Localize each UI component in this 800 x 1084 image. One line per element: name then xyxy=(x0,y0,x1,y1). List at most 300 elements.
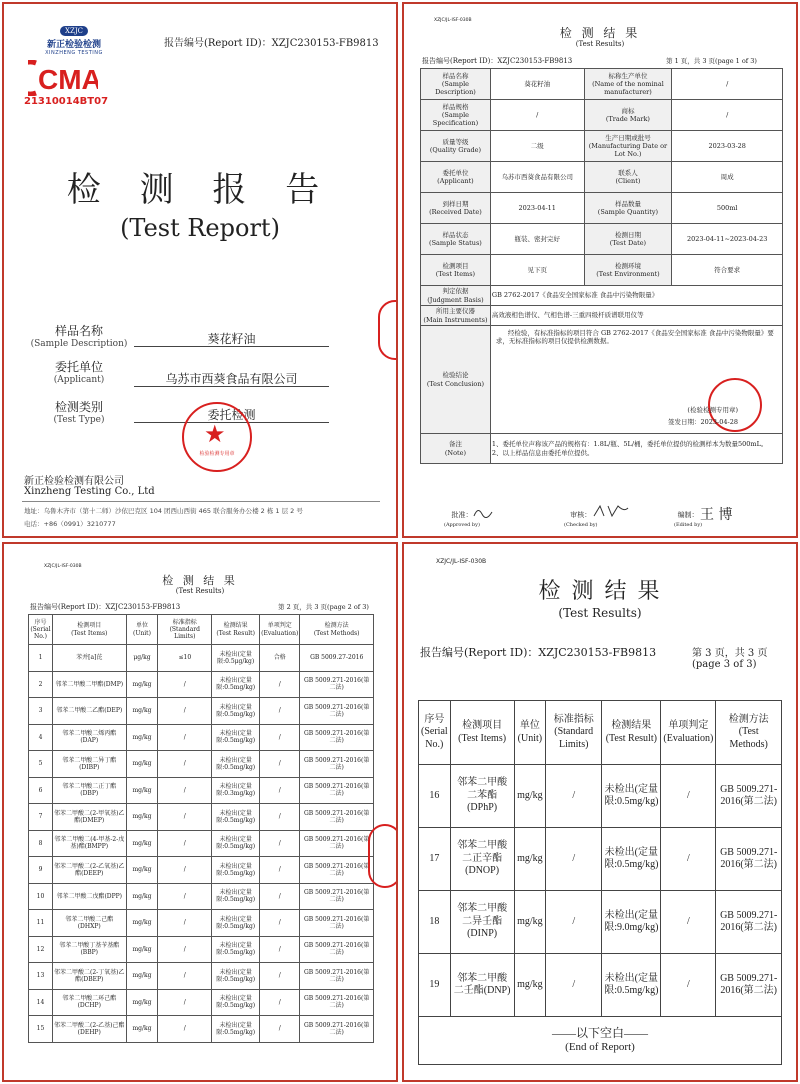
cell-item: 苯并[a]芘 xyxy=(52,645,126,672)
cell-result: 未检出(定量限:0.5mg/kg) xyxy=(602,765,661,828)
cell-item: 邻苯二甲酸丁基苄基酯(BBP) xyxy=(52,936,126,963)
sign-date: 签发日期：2023-04-28 xyxy=(668,418,738,426)
cell-unit: mg/kg xyxy=(126,804,158,831)
info-label-en: (Received Date) xyxy=(429,208,482,216)
cell-method: GB 5009.271-2016(第二法) xyxy=(300,910,374,937)
table-row xyxy=(29,698,374,725)
cell-unit: mg/kg xyxy=(514,765,546,828)
table-row xyxy=(29,857,374,884)
cell-eval: / xyxy=(260,777,300,804)
table-row xyxy=(29,777,374,804)
cover-org-en: Xinzheng Testing Co., Ltd xyxy=(24,486,155,497)
table-row xyxy=(29,910,374,937)
field-label-testtype-en: (Test Type) xyxy=(53,415,105,425)
cell-limit: / xyxy=(158,698,212,725)
table-row xyxy=(29,963,374,990)
cell-item: 邻苯二甲酸二乙酯(DEP) xyxy=(52,698,126,725)
approver-signature xyxy=(472,504,496,520)
table-row xyxy=(419,765,782,828)
cell-eval: / xyxy=(260,698,300,725)
cell-item: 邻苯二甲酸二(2-丁氧基)乙酯(DBEP) xyxy=(52,963,126,990)
cell-no: 17 xyxy=(419,828,451,891)
info-label-en: (Manufacturing Date or Lot No.) xyxy=(588,141,668,159)
cell-result: 未检出(定量限:0.5μg/kg) xyxy=(212,645,260,672)
info-label-en: (Trade Mark) xyxy=(605,115,650,123)
cell-result: 未检出(定量限:0.5mg/kg) xyxy=(212,698,260,725)
cell-eval: / xyxy=(260,804,300,831)
cell-item: 邻苯二甲酸二(2-甲氧基)乙酯(DMEP) xyxy=(52,804,126,831)
cell-result: 未检出(定量限:0.5mg/kg) xyxy=(602,828,661,891)
note-label-en: (Note) xyxy=(444,448,467,457)
field-value-applicant: 乌苏市西葵食品有限公司 xyxy=(134,370,329,387)
cell-limit: ≤10 xyxy=(158,645,212,672)
note-label xyxy=(421,434,491,464)
page3-report-id: 报告编号(Report ID)：XZJC230153-FB9813 xyxy=(420,646,657,659)
field-value-testtype: 委托检测 xyxy=(134,406,329,423)
info-label-en: (Sample Status) xyxy=(429,239,482,247)
column-header-en: (Test Result) xyxy=(216,629,255,637)
column-header xyxy=(29,615,53,645)
instr-value: 高效液相色谱仪、气相色谱-三重四级杆质谱联用仪等 xyxy=(490,306,782,326)
page-title-cn: 检 测 结 果 xyxy=(559,26,641,40)
cell-method: GB 5009.271-2016(第二法) xyxy=(300,963,374,990)
info-label xyxy=(584,131,672,162)
header-row xyxy=(29,615,374,645)
cell-limit: / xyxy=(158,883,212,910)
field-label-testtype xyxy=(24,398,134,425)
field-label-sample-en: (Sample Description) xyxy=(30,339,128,349)
cell-result: 未检出(定量限:0.5mg/kg) xyxy=(212,830,260,857)
cell-limit: / xyxy=(158,804,212,831)
table-row xyxy=(29,1016,374,1043)
cell-unit: mg/kg xyxy=(126,936,158,963)
cell-unit: mg/kg xyxy=(126,1016,158,1043)
doc-code: XZJC/JL-ISF-030B xyxy=(434,18,472,23)
cell-limit: / xyxy=(158,963,212,990)
basis-label xyxy=(421,286,491,306)
info-value: 2023-04-11 xyxy=(490,193,584,224)
cell-method: GB 5009.271-2016(第二法) xyxy=(716,765,782,828)
column-header-cn: 检测结果 xyxy=(223,622,248,630)
cell-eval: / xyxy=(260,830,300,857)
info-label-cn: 检测日期 xyxy=(614,230,641,239)
cell-method: GB 5009.271-2016(第二法) xyxy=(716,954,782,1017)
cell-limit: / xyxy=(546,765,602,828)
cell-eval: / xyxy=(661,954,716,1017)
field-label-applicant-cn: 委托单位 xyxy=(54,360,103,374)
column-header xyxy=(514,701,546,765)
column-header-en: (Test Methods) xyxy=(729,726,768,750)
cell-unit: mg/kg xyxy=(126,857,158,884)
cell-item: 邻苯二甲酸二(4-甲基-2-戊基)酯(BMPP) xyxy=(52,830,126,857)
table-row xyxy=(29,989,374,1016)
info-label-en: (Quality Grade) xyxy=(429,146,482,154)
info-label-en: (Name of the nominal manufacturer) xyxy=(592,79,664,97)
cell-result: 未检出(定量限:0.5mg/kg) xyxy=(212,963,260,990)
logo-company-cn: 新正检验检测 xyxy=(46,40,101,50)
cell-no: 6 xyxy=(29,777,53,804)
info-label-cn: 样品数量 xyxy=(614,199,641,208)
info-label-cn: 委托单位 xyxy=(442,168,469,177)
info-value: / xyxy=(490,100,584,131)
cell-eval: / xyxy=(260,857,300,884)
cell-no: 9 xyxy=(29,857,53,884)
cell-no: 19 xyxy=(419,954,451,1017)
page2-page-number: 第 2 页，共 3 页(page 2 of 3) xyxy=(278,603,369,611)
column-header-en: (Test Items) xyxy=(71,629,108,637)
cell-unit: mg/kg xyxy=(126,724,158,751)
info-label-cn: 检测环境 xyxy=(614,261,641,270)
column-header-en: (Serial No.) xyxy=(421,726,448,750)
table-row xyxy=(29,804,374,831)
column-header-cn: 检测结果 xyxy=(611,720,652,731)
info-label xyxy=(421,162,491,193)
cma-mark-icon xyxy=(28,60,98,96)
field-value-sample: 葵花籽油 xyxy=(134,330,329,347)
cell-result: 未检出(定量限:0.5mg/kg) xyxy=(212,1016,260,1043)
cell-item: 邻苯二甲酸二正辛酯(DNOP) xyxy=(450,828,514,891)
column-header-en: (Evaluation) xyxy=(663,732,714,744)
cell-eval: / xyxy=(260,724,300,751)
info-label-en: (Sample Description) xyxy=(435,79,476,97)
info-row xyxy=(421,131,783,162)
cell-eval: / xyxy=(260,989,300,1016)
info-value: / xyxy=(672,69,783,100)
seal-caption-2: (检验检测专用章) xyxy=(687,406,738,414)
page-number: 第 1 页，共 3 页(page 1 of 3) xyxy=(666,57,757,65)
logo-badge: XZJC xyxy=(60,26,88,36)
cell-result: 未检出(定量限:0.5mg/kg) xyxy=(212,989,260,1016)
page2-title-en: (Test Results) xyxy=(175,587,225,595)
cell-no: 2 xyxy=(29,671,53,698)
info-label xyxy=(584,193,672,224)
info-label-cn: 检测项目 xyxy=(442,261,469,270)
note-row xyxy=(421,434,783,464)
cell-item: 邻苯二甲酸二异壬酯(DINP) xyxy=(450,891,514,954)
cell-unit: mg/kg xyxy=(126,671,158,698)
edited-label: 编制： xyxy=(677,511,699,519)
info-value: 符合要求 xyxy=(672,255,783,286)
end-of-report xyxy=(419,1017,782,1065)
column-header-en: (Test Items) xyxy=(458,732,507,744)
results-page-3 xyxy=(402,542,798,1082)
cell-eval: 合格 xyxy=(260,645,300,672)
note-1: 1、委托单位声称该产品的规格有：1.8L/瓶、5L/桶，委托单位提供的检测样本为数量500mL。 xyxy=(491,440,768,449)
checked-label-en: (Checked by) xyxy=(564,522,598,528)
cell-no: 7 xyxy=(29,804,53,831)
info-row xyxy=(421,255,783,286)
cell-eval: / xyxy=(260,883,300,910)
column-header-cn: 单项判定 xyxy=(668,720,709,731)
info-value: 周成 xyxy=(672,162,783,193)
cell-result: 未检出(定量限:9.0mg/kg) xyxy=(602,891,661,954)
cell-eval: / xyxy=(661,828,716,891)
doc-code-2: XZJC/JL-ISF-030B xyxy=(44,564,82,569)
cell-limit: / xyxy=(158,910,212,937)
cell-limit: / xyxy=(158,989,212,1016)
page3-page-number: 第 3 页，共 3 页(page 3 of 3) xyxy=(692,648,768,670)
column-header-cn: 标准指标 xyxy=(553,713,594,725)
instr-label-cn: 所用主要仪器 xyxy=(435,307,475,316)
page3-title-en: (Test Results) xyxy=(558,606,642,620)
info-label-cn: 商标 xyxy=(621,106,635,115)
note-label-cn: 备注 xyxy=(448,440,462,449)
cover-address: 地址：乌鲁木齐市（第十二师）沙依巴克区 104 团西山西街 465 联合服务办公楼 2 栋 1 层 2 号 xyxy=(24,507,303,515)
page2-report-id: 报告编号(Report ID)：XZJC230153-FB9813 xyxy=(30,603,181,611)
cover-seal xyxy=(182,402,252,472)
info-label-cn: 质量等级 xyxy=(442,137,469,146)
cell-eval: / xyxy=(661,891,716,954)
cell-result: 未检出(定量限:0.5mg/kg) xyxy=(212,724,260,751)
cell-unit: mg/kg xyxy=(126,830,158,857)
column-header xyxy=(450,701,514,765)
table-row xyxy=(419,891,782,954)
cell-item: 邻苯二甲酸二烯丙酯(DAP) xyxy=(52,724,126,751)
table-row xyxy=(29,936,374,963)
cell-unit: mg/kg xyxy=(126,963,158,990)
editor-signature: 王 博 xyxy=(700,507,733,523)
column-header xyxy=(158,615,212,645)
cell-limit: / xyxy=(158,857,212,884)
cell-method: GB 5009.271-2016(第二法) xyxy=(300,804,374,831)
cell-method: GB 5009.271-2016(第二法) xyxy=(300,1016,374,1043)
cover-tel: 电话：+86（0991）3210777 xyxy=(24,520,116,528)
results-page-1 xyxy=(402,2,798,538)
column-header xyxy=(260,615,300,645)
info-value: / xyxy=(672,100,783,131)
cell-unit: mg/kg xyxy=(126,989,158,1016)
approved-label-en: (Approved by) xyxy=(444,522,480,528)
column-header-en: (Unit) xyxy=(517,732,543,744)
cell-result: 未检出(定量限:0.3mg/kg) xyxy=(212,777,260,804)
cell-result: 未检出(定量限:0.5mg/kg) xyxy=(212,857,260,884)
column-header xyxy=(546,701,602,765)
instr-label-en: (Main Instruments) xyxy=(423,315,488,324)
basis-label-en: (Judgment Basis) xyxy=(427,295,484,304)
column-header-en: (Standard Limits) xyxy=(554,726,594,750)
results-table-3 xyxy=(418,700,782,1065)
info-label xyxy=(584,255,672,286)
column-header xyxy=(602,701,661,765)
end-of-report-row xyxy=(419,1017,782,1065)
note-2: 2、以上样品信息由委托单位提供。 xyxy=(491,448,594,457)
info-label xyxy=(421,193,491,224)
cover-edge-seal xyxy=(378,300,398,360)
info-label-en: (Applicant) xyxy=(437,177,474,185)
cell-no: 16 xyxy=(419,765,451,828)
approved-label: 批准： xyxy=(451,511,473,519)
concl-label-cn: 检验结论 xyxy=(442,371,469,380)
column-header xyxy=(52,615,126,645)
column-header-cn: 检测项目 xyxy=(77,622,102,630)
column-header xyxy=(716,701,782,765)
cell-result: 未检出(定量限:0.5mg/kg) xyxy=(212,751,260,778)
info-label xyxy=(421,131,491,162)
cell-method: GB 5009.271-2016(第二法) xyxy=(300,698,374,725)
cell-item: 邻苯二甲酸二甲酯(DMP) xyxy=(52,671,126,698)
cell-method: GB 5009.271-2016(第二法) xyxy=(300,671,374,698)
cell-method: GB 5009.271-2016(第二法) xyxy=(300,883,374,910)
cell-eval: / xyxy=(260,671,300,698)
cell-no: 14 xyxy=(29,989,53,1016)
cell-unit: mg/kg xyxy=(514,891,546,954)
info-value: 2023-03-28 xyxy=(672,131,783,162)
column-header-en: (Test Methods) xyxy=(313,629,360,637)
info-label xyxy=(421,255,491,286)
column-header xyxy=(212,615,260,645)
cell-eval: / xyxy=(260,910,300,937)
table-row xyxy=(419,828,782,891)
info-value: 葵花籽油 xyxy=(490,69,584,100)
column-header xyxy=(300,615,374,645)
cell-method: GB 5009.271-2016(第二法) xyxy=(300,777,374,804)
cell-no: 8 xyxy=(29,830,53,857)
field-label-testtype-cn: 检测类别 xyxy=(54,400,103,414)
column-header-cn: 序号 xyxy=(34,618,47,626)
column-header-en: (Unit) xyxy=(132,629,151,637)
info-label xyxy=(421,224,491,255)
concl-label-en: (Test Conclusion) xyxy=(426,379,485,388)
end-en: (End of Report) xyxy=(565,1041,635,1054)
cell-item: 邻苯二甲酸二苯酯(DPhP) xyxy=(450,765,514,828)
cell-result: 未检出(定量限:0.5mg/kg) xyxy=(212,883,260,910)
cell-item: 邻苯二甲酸二异丁酯(DIBP) xyxy=(52,751,126,778)
basis-label-cn: 判定依据 xyxy=(442,287,469,296)
info-label xyxy=(584,100,672,131)
cell-eval: / xyxy=(260,1016,300,1043)
note-cell xyxy=(490,434,782,464)
field-label-applicant xyxy=(24,358,134,385)
cell-item: 邻苯二甲酸二己酯(DHXP) xyxy=(52,910,126,937)
cell-eval: / xyxy=(260,936,300,963)
cell-limit: / xyxy=(158,830,212,857)
cell-no: 18 xyxy=(419,891,451,954)
info-label-cn: 样品规格 xyxy=(442,102,469,111)
info-label-en: (Sample Quantity) xyxy=(597,208,659,216)
column-header-en: (Serial No.) xyxy=(30,625,51,641)
cell-method: GB 5009.271-2016(第二法) xyxy=(716,891,782,954)
info-row xyxy=(421,193,783,224)
cell-result: 未检出(定量限:0.5mg/kg) xyxy=(602,954,661,1017)
cell-no: 1 xyxy=(29,645,53,672)
info-row xyxy=(421,224,783,255)
info-label-en: (Sample Specification) xyxy=(432,110,479,128)
instruments-row xyxy=(421,306,783,326)
info-value: 瓶装、密封完好 xyxy=(490,224,584,255)
column-header xyxy=(126,615,158,645)
info-value: 2023-04-11~2023-04-23 xyxy=(672,224,783,255)
results-table-2 xyxy=(28,614,374,1043)
cell-no: 12 xyxy=(29,936,53,963)
table-row xyxy=(29,830,374,857)
cell-unit: mg/kg xyxy=(514,828,546,891)
seal-star-icon: ★ xyxy=(204,420,226,448)
cell-result: 未检出(定量限:0.5mg/kg) xyxy=(212,804,260,831)
page3-title-cn: 检 测 结 果 xyxy=(538,579,662,604)
conclusion-row xyxy=(421,326,783,434)
cell-unit: mg/kg xyxy=(126,910,158,937)
report-id: 报告编号(Report ID)：XZJC230153-FB9813 xyxy=(422,57,573,65)
table-row xyxy=(29,645,374,672)
column-header-cn: 检测项目 xyxy=(462,720,503,731)
info-value: 乌苏市西葵食品有限公司 xyxy=(490,162,584,193)
concl-cell xyxy=(490,326,782,434)
info-value: 500ml xyxy=(672,193,783,224)
doc-code-3: XZJC/JL-ISF-030B xyxy=(436,558,487,565)
info-label-cn: 到样日期 xyxy=(442,199,469,208)
info-value: 见下页 xyxy=(490,255,584,286)
cell-method: GB 5009.271-2016(第二法) xyxy=(716,828,782,891)
cell-no: 15 xyxy=(29,1016,53,1043)
checked-label: 审核： xyxy=(570,511,592,519)
cell-result: 未检出(定量限:0.5mg/kg) xyxy=(212,910,260,937)
cell-no: 5 xyxy=(29,751,53,778)
cell-no: 11 xyxy=(29,910,53,937)
cell-limit: / xyxy=(546,828,602,891)
cell-result: 未检出(定量限:0.5mg/kg) xyxy=(212,671,260,698)
cover-report-id: 报告编号(Report ID)：XZJC230153-FB9813 xyxy=(164,38,379,49)
cell-item: 邻苯二甲酸二(2-乙基)己酯(DEHP) xyxy=(52,1016,126,1043)
info-label-en: (Test Items) xyxy=(435,270,476,278)
field-label-sample xyxy=(24,322,134,349)
cell-unit: mg/kg xyxy=(514,954,546,1017)
info-label-cn: 标称生产单位 xyxy=(608,71,648,80)
cell-eval: / xyxy=(661,765,716,828)
concl-label xyxy=(421,326,491,434)
cell-limit: / xyxy=(158,751,212,778)
info-label-en: (Test Date) xyxy=(609,239,647,247)
field-label-applicant-en: (Applicant) xyxy=(53,375,105,385)
column-header xyxy=(419,701,451,765)
cell-method: GB 5009.271-2016(第二法) xyxy=(300,989,374,1016)
cover-org-cn: 新正检验检测有限公司 xyxy=(24,476,124,487)
cell-item: 邻苯二甲酸二正丁酯(DBP) xyxy=(52,777,126,804)
checker-signature xyxy=(592,502,632,520)
cell-no: 4 xyxy=(29,724,53,751)
cell-limit: / xyxy=(158,777,212,804)
cell-method: GB 5009.271-2016(第二法) xyxy=(300,936,374,963)
cell-method: GB 5009.271-2016(第二法) xyxy=(300,857,374,884)
column-header-en: (Standard Limits) xyxy=(169,625,201,641)
edited-by xyxy=(674,510,702,528)
column-header-en: (Evaluation) xyxy=(261,629,299,637)
column-header-en: (Test Result) xyxy=(605,732,657,744)
info-label-cn: 联系人 xyxy=(618,168,638,177)
cell-limit: / xyxy=(546,954,602,1017)
cell-no: 13 xyxy=(29,963,53,990)
info-label-en: (Test Environment) xyxy=(596,270,660,278)
header-row xyxy=(419,701,782,765)
info-label xyxy=(584,162,672,193)
sample-info-table xyxy=(420,68,783,464)
seal-caption: 检验检测专用章 xyxy=(199,451,235,457)
cell-eval: / xyxy=(260,751,300,778)
cover-title-cn: 检 测 报 告 xyxy=(66,170,334,210)
column-header-cn: 单位 xyxy=(135,622,148,630)
table-row xyxy=(419,954,782,1017)
cell-unit: mg/kg xyxy=(126,751,158,778)
concl-text: 经检验，有标准指标的项目符合 GB 2762-2017《食品安全国家标准 食品中污染物限量》要求，无标准指标的项目仅提供检测数据。 xyxy=(495,329,774,346)
table-row xyxy=(29,883,374,910)
cell-method: GB 5009.27-2016 xyxy=(300,645,374,672)
cell-item: 邻苯二甲酸二环己酯(DCHP) xyxy=(52,989,126,1016)
cell-limit: / xyxy=(158,1016,212,1043)
cell-limit: / xyxy=(158,724,212,751)
cell-item: 邻苯二甲酸二(2-乙氧基)乙酯(DEEP) xyxy=(52,857,126,884)
info-label-cn: 样品名称 xyxy=(442,71,469,80)
cell-method: GB 5009.271-2016(第二法) xyxy=(300,830,374,857)
page-title-en: (Test Results) xyxy=(575,40,625,48)
